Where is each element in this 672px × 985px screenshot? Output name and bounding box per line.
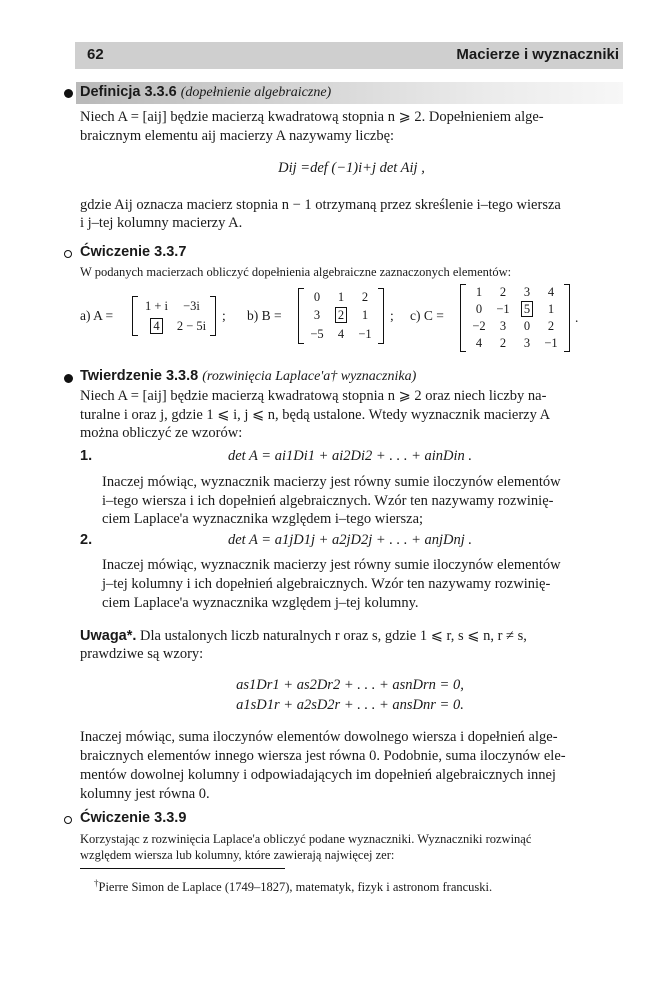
matrix-c-cell: −2 xyxy=(472,319,486,333)
matrix-a-cell: 2 − 5i xyxy=(176,318,207,333)
theorem-label: Twierdzenie 3.3.8 xyxy=(80,368,199,384)
bullet-icon xyxy=(64,89,73,98)
matrix-b-cell: 4 xyxy=(337,327,345,342)
matrix-c-cell: −1 xyxy=(496,302,510,316)
remark-line-1 xyxy=(80,627,527,646)
theorem-heading xyxy=(80,368,416,385)
theorem-item-1-text-1: Inaczej mówiąc, wyznacznik macierzy jest równy sumie iloczynów elementów xyxy=(102,474,561,490)
footnote-mark: † xyxy=(94,878,99,888)
matrix-b-cell: −1 xyxy=(358,327,372,342)
theorem-item-1-formula: det A = ai1Di1 + ai2Di2 + . . . + ainDin . xyxy=(227,448,473,464)
matrix-c-cell: 1 xyxy=(547,302,555,316)
remark-formula-1: as1Dr1 + as2Dr2 + . . . + asnDrn = 0, xyxy=(236,677,464,693)
matrix-c-cell: 3 xyxy=(499,319,507,333)
remark-text-3: mentów dowolnej kolumny i odpowiadających im dopełnień algebraicznych innej xyxy=(80,767,556,783)
matrix-b-cell-highlighted: 2 xyxy=(335,307,347,323)
theorem-item-2-formula: det A = a1jD1j + a2jD2j + . . . + anjDnj . xyxy=(227,532,473,548)
matrix-c-cell-highlighted: 5 xyxy=(521,301,533,317)
page-header xyxy=(75,42,623,69)
footnote xyxy=(94,875,492,895)
theorem-line-1: Niech A = [aij] będzie macierzą kwadratową stopnia n ⩾ 2 oraz niech liczby na- xyxy=(80,388,547,404)
theorem-item-2-text-3: ciem Laplace'a wyznacznika względem j–tej kolumny. xyxy=(102,595,419,611)
remark-text-1: Inaczej mówiąc, suma iloczynów elementów dowolnego wiersza i dopełnień alge- xyxy=(80,729,558,745)
remark-formula-2: a1sD1r + a2sD2r + . . . + ansDnr = 0. xyxy=(236,697,464,713)
matrix-c-cell: 0 xyxy=(475,302,483,316)
remark-text: Dla ustalonych liczb naturalnych r oraz s, gdzie 1 ⩽ r, s ⩽ n, r ≠ s, xyxy=(140,628,527,644)
matrix-b-cell: 1 xyxy=(361,308,369,323)
matrix-c-label: c) C = xyxy=(410,308,444,323)
matrix-a-cell: −3i xyxy=(183,298,200,313)
definition-line-1: Niech A = [aij] będzie macierzą kwadratową stopnia n ⩾ 2. Dopełnieniem alge- xyxy=(80,109,544,125)
exercise-2-line-2: względem wiersza lub kolumny, które zawierają najwięcej zer: xyxy=(80,848,395,862)
matrix-c-cell: 3 xyxy=(523,285,531,299)
definition-after-1: gdzie Aij oznacza macierz stopnia n − 1 otrzymaną przez skreślenie i–tego wiersza xyxy=(80,197,561,213)
matrix-b-cell: 3 xyxy=(313,308,321,323)
definition-label: Definicja 3.3.6 xyxy=(80,84,177,100)
matrix-c-cell: 2 xyxy=(499,336,507,350)
exercise-1-text: W podanych macierzach obliczyć dopełnienia algebraiczne zaznaczonych elementów: xyxy=(80,265,512,279)
matrix-b-cell: 1 xyxy=(337,289,345,304)
footnote-rule xyxy=(80,868,285,869)
definition-formula: Dij =def (−1)i+j det Aij , xyxy=(278,160,425,176)
exercise-2-label: Ćwiczenie 3.3.9 xyxy=(80,810,187,826)
page-number: 62 xyxy=(87,46,104,63)
chapter-title: Macierze i wyznaczniki xyxy=(456,46,619,63)
remark-line-2: prawdziwe są wzory: xyxy=(80,646,204,662)
remark-text-2: braicznych elementów innego wiersza jest równa 0. Podobnie, suma iloczynów ele- xyxy=(80,748,566,764)
matrix-a-label: a) A = xyxy=(80,308,114,323)
theorem-name: (rozwinięcia Laplace'a† wyznacznika) xyxy=(202,369,417,384)
exercise-1-label: Ćwiczenie 3.3.7 xyxy=(80,244,187,260)
theorem-line-2: turalne i oraz j, gdzie 1 ⩽ i, j ⩽ n, będą ustalone. Wtedy wyznacznik macierzy A xyxy=(80,407,551,423)
bullet-icon xyxy=(64,374,73,383)
matrix-c-cell: 2 xyxy=(547,319,555,333)
definition-line-2: braicznym elementu aij macierzy A nazywamy liczbę: xyxy=(80,128,395,144)
matrix-separator: ; xyxy=(390,308,394,323)
matrix-b-label: b) B = xyxy=(247,308,282,323)
definition-heading xyxy=(80,84,331,101)
theorem-item-1-number: 1. xyxy=(80,448,93,464)
matrix-b-cell: 2 xyxy=(361,289,369,304)
theorem-item-2-number: 2. xyxy=(80,532,93,548)
matrix-separator: ; xyxy=(222,308,226,323)
matrix-c-cell: −1 xyxy=(544,336,558,350)
matrix-c-cell: 3 xyxy=(523,336,531,350)
matrix-c xyxy=(460,284,570,352)
matrix-a-cell: 1 + i xyxy=(144,298,169,313)
matrix-b xyxy=(298,288,384,344)
theorem-item-1-text-2: i–tego wiersza i ich dopełnień algebraicznych. Wzór ten nazywamy rozwinię- xyxy=(102,493,554,509)
matrix-c-cell: 1 xyxy=(475,285,483,299)
footnote-text: Pierre Simon de Laplace (1749–1827), matematyk, fizyk i astronom francuski. xyxy=(98,880,493,895)
theorem-item-1-text-3: ciem Laplace'a wyznacznika względem i–tego wiersza; xyxy=(102,511,424,527)
matrix-a xyxy=(132,296,216,336)
exercise-circle-icon xyxy=(64,250,72,258)
matrix-c-cell: 4 xyxy=(547,285,555,299)
matrix-b-cell: −5 xyxy=(310,327,324,342)
theorem-item-2-text-2: j–tej kolumny i ich dopełnień algebraicznych. Wzór ten nazywamy rozwinię- xyxy=(102,576,551,592)
matrix-c-cell: 2 xyxy=(499,285,507,299)
matrix-c-cell: 0 xyxy=(523,319,531,333)
exercise-circle-icon xyxy=(64,816,72,824)
definition-after-2: i j–tej kolumny macierzy A. xyxy=(80,215,243,231)
theorem-line-3: można obliczyć ze wzorów: xyxy=(80,425,243,441)
theorem-item-2-text-1: Inaczej mówiąc, wyznacznik macierzy jest równy sumie iloczynów elementów xyxy=(102,557,561,573)
matrix-c-cell: 4 xyxy=(475,336,483,350)
matrix-b-cell: 0 xyxy=(313,289,321,304)
matrix-a-cell-highlighted: 4 xyxy=(150,318,162,334)
definition-name: (dopełnienie algebraiczne) xyxy=(180,85,332,100)
remark-label: Uwaga*. xyxy=(80,628,137,644)
exercise-2-line-1: Korzystając z rozwinięcia Laplace'a obliczyć podane wyznaczniki. Wyznaczniki rozwinąć xyxy=(80,832,532,846)
remark-text-4: kolumny jest równa 0. xyxy=(80,786,210,802)
matrix-end-period: . xyxy=(575,310,579,325)
